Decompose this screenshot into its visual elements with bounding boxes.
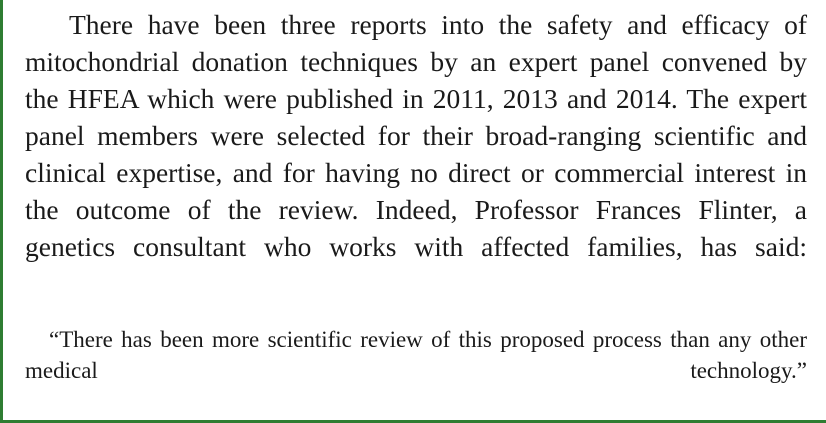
main-paragraph: There have been three reports into the safety and efficacy of mitochondrial donation techniques by an expert panel convened by the HFEA which were published in 2011, 2013 and 2014. The expert panel members were selected for their broad-ranging scientific and clinical expertise, and for having no direct or commercial interest in the outcome of the review. Indeed, Professor Frances Flinter, a genetics consultant who works with affected families, has said: [25, 9, 807, 262]
block-quote: “There has been more scientific review of this proposed process than any other medical technology.” [25, 327, 807, 383]
document-content [25, 6, 807, 417]
